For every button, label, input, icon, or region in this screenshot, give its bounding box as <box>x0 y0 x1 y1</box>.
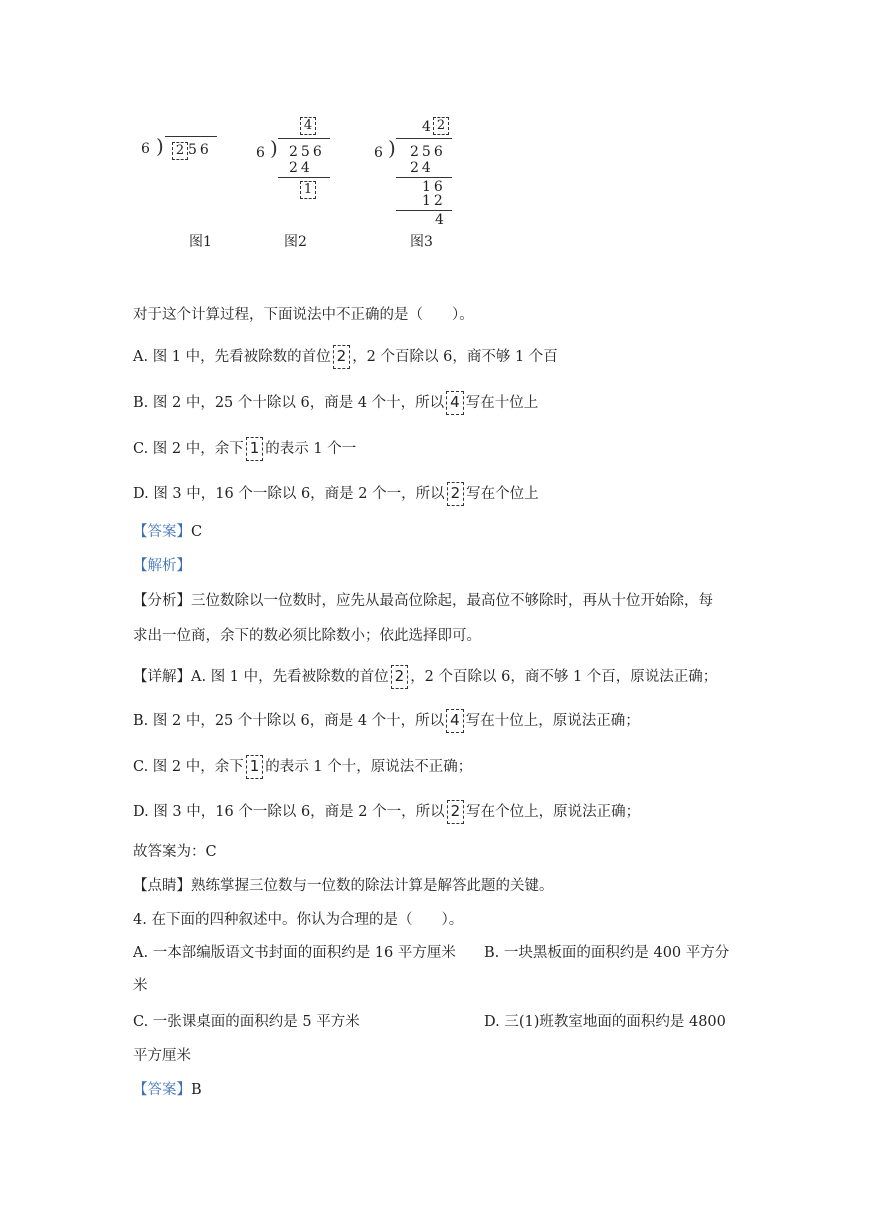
fig1-dividend-rest: 56 <box>188 142 212 158</box>
fig3-sub-line2 <box>396 210 452 211</box>
q3-xiangjie-a <box>133 665 717 689</box>
fig3-product1: 24 <box>410 160 434 176</box>
q3-xiangjie-label: 【详解】 <box>133 669 191 685</box>
q3-option-c-pre: C. 图 2 中，余下 <box>133 441 244 457</box>
q3-option-d-post: 写在个位上 <box>466 486 539 502</box>
fig3-quotient-plain: 4 <box>422 119 431 135</box>
q4-option-b-line2: 米 <box>133 978 148 994</box>
fig1-bracket: ) <box>156 134 164 158</box>
fig2-divisor: 6 <box>256 145 265 161</box>
q3-option-b-box: 4 <box>446 391 464 415</box>
q3-answer-value: C <box>191 524 203 540</box>
q3-dianjing-text: 熟练掌握三位数与一位数的除法计算是解答此题的关键。 <box>191 878 554 894</box>
q3-option-a-box: 2 <box>333 345 351 369</box>
q4-option-d-line1: D. 三(1)班教室地面的面积约是 4800 <box>484 1014 726 1030</box>
fig3-quotient-box: 2 <box>433 117 449 135</box>
q3-dianjing-label: 【点睛】 <box>133 878 191 894</box>
q3-fenxi-text1: 三位数除以一位数时，应先从最高位除起，最高位不够除时，再从十位开始除，每 <box>191 593 713 609</box>
q4-option-b-line1: B. 一块黑板面的面积约是 400 平方分 <box>484 945 730 961</box>
q4-option-d-line2: 平方厘米 <box>133 1048 191 1064</box>
q3-xjC-box: 1 <box>246 755 264 779</box>
q3-xjB-box: 4 <box>446 709 464 733</box>
q3-analysis-label: 【解析】 <box>133 558 191 574</box>
q3-answer <box>133 522 202 542</box>
fig2-dividend: 256 <box>289 144 325 160</box>
fig2-caption: 图2 <box>284 234 307 250</box>
q3-dianjing <box>133 876 554 896</box>
fig2-product: 24 <box>289 160 313 176</box>
fig3-dividend: 256 <box>410 144 446 160</box>
q3-xiangjie-b <box>133 709 640 733</box>
q3-option-c <box>133 437 356 461</box>
q3-answer-label: 【答案】 <box>133 524 191 540</box>
q3-xjA-box: 2 <box>391 665 409 689</box>
q3-xjD-pre: D. 图 3 中，16 个一除以 6，商是 2 个一，所以 <box>133 804 445 820</box>
q3-xjD-post: 写在个位上，原说法正确； <box>466 804 641 820</box>
q3-xjB-post: 写在十位上，原说法正确； <box>465 713 640 729</box>
fig2-remainder-box: 1 <box>300 181 316 199</box>
q3-option-b-pre: B. 图 2 中，25 个十除以 6，商是 4 个十，所以 <box>133 395 445 411</box>
q3-xjD-box: 2 <box>447 800 465 824</box>
q4-option-a: A. 一本部编版语文书封面的面积约是 16 平方厘米 <box>133 945 456 961</box>
q3-option-c-post: 的表示 1 个一 <box>265 441 357 457</box>
fig3-divisor: 6 <box>374 145 383 161</box>
q4-answer <box>133 1080 202 1100</box>
fig3-sub-line1 <box>396 177 452 178</box>
q3-option-a-pre: A. 图 1 中，先看被除数的首位 <box>133 349 331 365</box>
q3-option-c-box: 1 <box>246 437 264 461</box>
fig3-product2: 12 <box>422 193 446 209</box>
fig3-bracket: ) <box>388 136 396 160</box>
q3-xjA-pre: A. 图 1 中，先看被除数的首位 <box>191 669 389 685</box>
fig2-bar <box>278 138 330 139</box>
q3-option-b-post: 写在十位上 <box>465 395 539 411</box>
q3-option-a <box>133 345 558 369</box>
q3-option-d <box>133 482 539 506</box>
fig1-divisor: 6 <box>141 141 150 157</box>
q3-option-d-pre: D. 图 3 中，16 个一除以 6，商是 2 个一，所以 <box>133 486 445 502</box>
q4-stem: 4. 在下面的四种叙述中。你认为合理的是（ ）。 <box>133 912 464 928</box>
q3-option-b <box>133 391 538 415</box>
q4-answer-value: B <box>191 1082 202 1098</box>
fig3-bar <box>396 138 452 139</box>
fig3-caption: 图3 <box>410 234 433 250</box>
fig2-sub-line <box>278 177 330 178</box>
q3-xjA-post: ，2 个百除以 6，商不够 1 个百，原说法正确； <box>410 669 718 685</box>
q3-xjC-post: 的表示 1 个十，原说法不正确； <box>265 759 473 775</box>
q4-answer-label: 【答案】 <box>133 1082 191 1098</box>
fig1-caption: 图1 <box>189 234 212 250</box>
q3-option-a-post: ，2 个百除以 6，商不够 1 个百 <box>352 349 558 365</box>
fig1-bar <box>165 136 217 137</box>
q3-fenxi-label: 【分析】 <box>133 593 191 609</box>
q3-option-d-box: 2 <box>447 482 465 506</box>
fig3-partial: 16 <box>422 179 446 195</box>
q3-xjC-pre: C. 图 2 中，余下 <box>133 759 244 775</box>
fig2-bracket: ) <box>270 136 278 160</box>
q3-xiangjie-d <box>133 800 640 824</box>
q3-xjB-pre: B. 图 2 中，25 个十除以 6，商是 4 个十，所以 <box>133 713 445 729</box>
q3-fenxi-line2: 求出一位商，余下的数必须比除数小；依此选择即可。 <box>133 628 481 644</box>
fig1-boxed-digit: 2 <box>172 142 188 160</box>
q3-xiangjie-c <box>133 755 472 779</box>
fig3-remainder: 4 <box>435 212 444 228</box>
q3-stem: 对于这个计算过程，下面说法中不正确的是（ ）。 <box>133 307 474 323</box>
fig2-quotient-box: 4 <box>300 117 316 135</box>
q3-conclusion: 故答案为：C <box>133 844 217 860</box>
q4-option-c: C. 一张课桌面的面积约是 5 平方米 <box>133 1014 360 1030</box>
q3-fenxi-line1 <box>133 591 713 611</box>
